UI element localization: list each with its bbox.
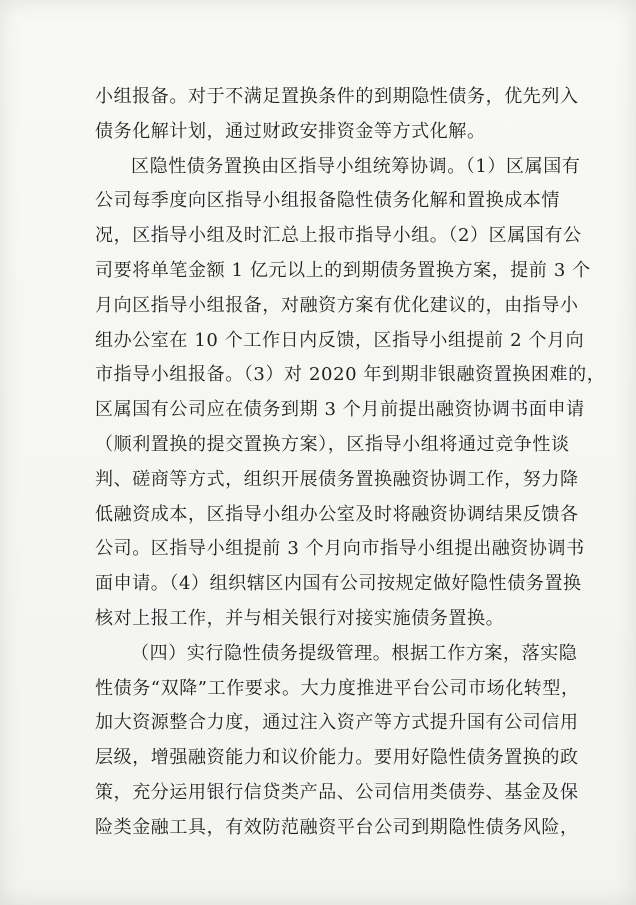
text-line: 区属国有公司应在债务到期 3 个月前提出融资协调书面申请 — [95, 399, 585, 421]
document-body — [95, 80, 606, 846]
text-line: 债务化解计划，通过财政安排资金等方式化解。 — [95, 120, 486, 142]
text-line: 低融资成本，区指导小组办公室及时将融资协调结果反馈各 — [95, 503, 579, 525]
paragraph-start-line: 区隐性债务置换由区指导小组统筹协调。（1）区属国有 — [131, 155, 581, 177]
section-heading-line: （四）实行隐性债务提级管理。根据工作方案，落实隐 — [131, 642, 578, 664]
text-line: （顺利置换的提交置换方案），区指导小组将通过竞争性谈 — [95, 433, 570, 455]
text-line: 险类金融工具，有效防范融资平台公司到期隐性债务风险， — [95, 816, 579, 838]
text-line: 月向区指导小组报备，对融资方案有优化建议的，由指导小 — [95, 294, 579, 316]
text-line: 面申请。（4）组织辖区内国有公司按规定做好隐性债务置换 — [95, 573, 582, 595]
text-line: 核对上报工作，并与相关银行对接实施债务置换。 — [95, 607, 505, 629]
text-line: 组办公室在 10 个工作日内反馈，区指导小组提前 2 个月向 — [95, 329, 585, 351]
text-line: 公司每季度向区指导小组报备隐性债务化解和置换成本情 — [95, 190, 560, 212]
text-line: 判、磋商等方式，组织开展债务置换融资协调工作，努力降 — [95, 468, 579, 490]
text-line: 小组报备。对于不满足置换条件的到期隐性债务，优先列入 — [95, 86, 579, 107]
text-line: 司要将单笔金额 1 亿元以上的到期债务置换方案，提前 3 个 — [95, 259, 591, 281]
text-line: 性债务“双降”工作要求。大力度推进平台公司市场化转型， — [95, 677, 580, 699]
text-line: 策，充分运用银行信贷类产品、公司信用类债券、基金及保 — [95, 781, 579, 803]
text-line: 公司。区指导小组提前 3 个月向市指导小组提出融资协调书 — [95, 538, 585, 560]
text-line: 市指导小组报备。（3）对 2020 年到期非银融资置换困难的， — [95, 364, 606, 386]
text-line: 加大资源整合力度，通过注入资产等方式提升国有公司信用 — [95, 712, 579, 734]
text-line: 况，区指导小组及时汇总上报市指导小组。（2）区属国有公 — [95, 225, 582, 247]
text-line: 层级，增强融资能力和议价能力。要用好隐性债务置换的政 — [95, 747, 579, 769]
